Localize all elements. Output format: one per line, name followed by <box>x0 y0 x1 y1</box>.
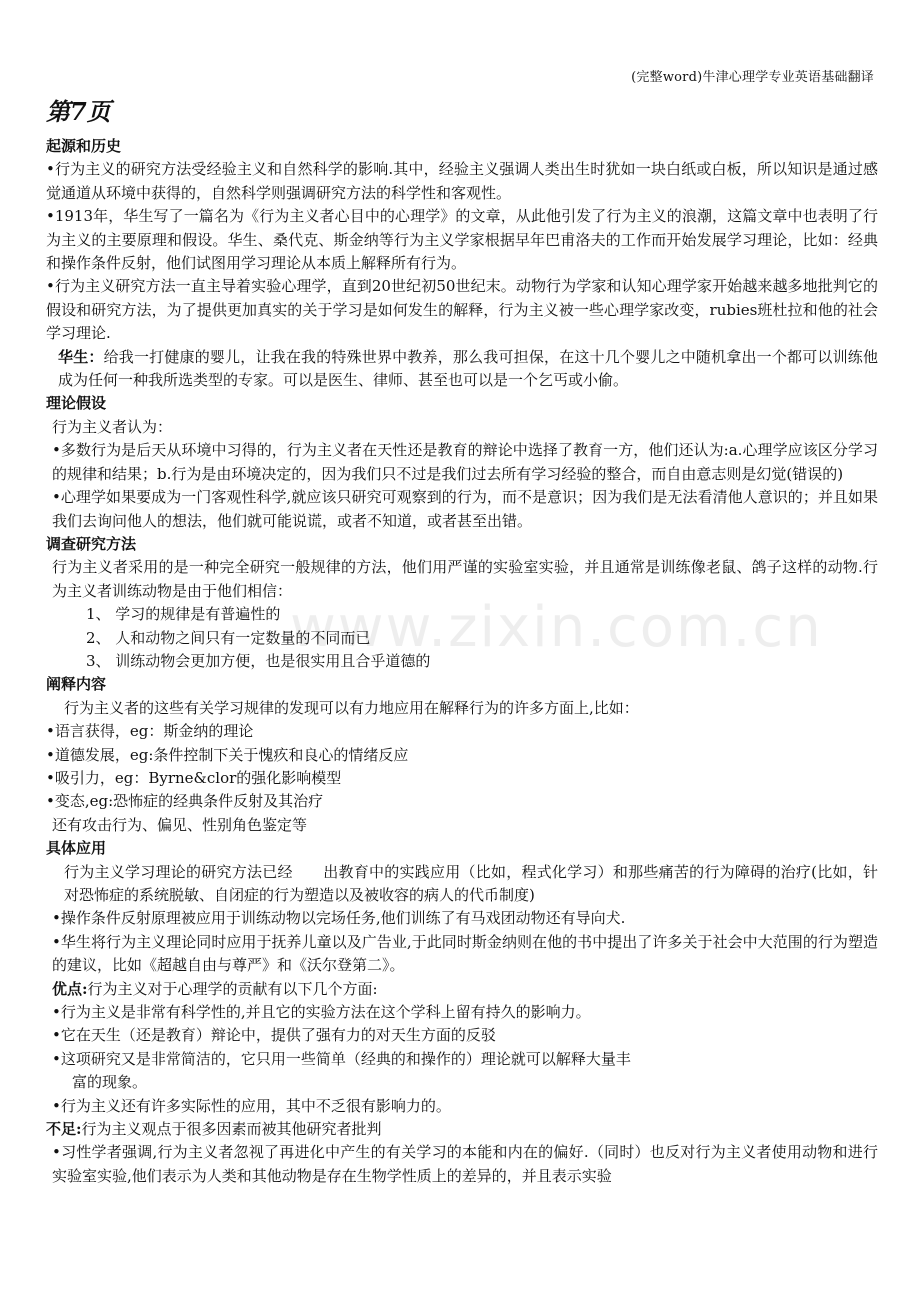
list-item: 3、 训练动物会更加方便，也是很实用且合乎道德的 <box>86 651 431 670</box>
list-item: 2、 人和动物之间只有一定数量的不同而已 <box>86 628 371 647</box>
section-heading-method: 调查研究方法 <box>46 534 137 553</box>
watermark: www.zixin.com.cn <box>290 595 823 660</box>
paragraph: 还有攻击行为、偏见、性别角色鉴定等 <box>52 815 308 834</box>
page-title: 第7页 <box>46 97 111 126</box>
list-item: •变态,eg:恐怖症的经典条件反射及其治疗 <box>46 792 324 811</box>
list-item: •道德发展，eg:条件控制下关于愧疚和良心的情绪反应 <box>46 745 409 764</box>
paragraph: •1913年，华生写了一篇名为《行为主义者心目中的心理学》的文章，从此他引发了行为主义的浪潮，这篇文章中也表明了行为主义的主要原理和假设。华生、桑代克、斯金纳等行为主义学家根据早年巴甫洛夫的工作而开始发展学习理论，比如：经典和操作条件反射，他们试图用学习理论从本质上解释所有行为。 <box>46 207 878 273</box>
paragraph: 行为主义学习理论的研究方法已经 出教育中的实践应用（比如，程式化学习）和那些痛苦的行为障碍的治疗(比如，针对恐怖症的系统脱敏、自闭症的行为塑造以及被收容的病人的代币制度) <box>64 862 878 904</box>
quote-text: 给我一打健康的婴儿，让我在我的特殊世界中教养，那么我可担保，在这十几个婴儿之中随机拿出一个都可以训练他成为任何一种我所选类型的专家。可以是医生、律师、甚至也可以是一个乞丐或小偷。 <box>58 347 878 390</box>
weaknesses-intro <box>46 1118 878 1141</box>
paragraph: •华生将行为主义理论同时应用于抚养儿童以及广告业,于此同时斯金纳则在他的书中提出了许多关于社会中大范围的行为塑造的建议，比如《超越自由与尊严》和《沃尔登第二》。 <box>52 932 878 975</box>
list-item: •吸引力，eg：Byrne&clor的强化影响模型 <box>46 768 342 787</box>
weaknesses-label: 不足: <box>46 1120 82 1139</box>
merits-intro <box>46 978 878 1001</box>
list-item: •语言获得，eg：斯金纳的理论 <box>46 722 254 741</box>
paragraph: •多数行为是后天从环境中习得的，行为主义者在天性还是教育的辩论中选择了教育一方，他们还认为:a.心理学应该区分学习的规律和结果；b.行为是由环境决定的，因为我们只不过是我们过去所有学习经验的整合，而自由意志则是幻觉(错误的) <box>52 441 878 483</box>
section-heading-theory: 理论假设 <box>46 394 107 413</box>
document-header: (完整word)牛津心理学专业英语基础翻译 <box>631 70 874 85</box>
list-item: •这项研究又是非常简洁的，它只用一些简单（经典的和操作的）理论就可以解释大量丰 <box>52 1049 631 1068</box>
merits-text: 行为主义对于心理学的贡献有以下几个方面: <box>87 979 378 998</box>
paragraph: •行为主义的研究方法受经验主义和自然科学的影响.其中，经验主义强调人类出生时犹如一块白纸或白板，所以知识是通过感觉通道从环境中获得的，自然科学则强调研究方法的科学性和客观性。 <box>46 160 878 202</box>
section-heading-explain: 阐释内容 <box>46 675 107 694</box>
paragraph: 行为主义者认为： <box>52 417 173 436</box>
document-body <box>46 135 878 1188</box>
section-heading-origin: 起源和历史 <box>46 137 122 155</box>
paragraph: 行为主义者的这些有关学习规律的发现可以有力地应用在解释行为的许多方面上,比如： <box>64 698 639 717</box>
section-heading-application: 具体应用 <box>46 839 107 858</box>
list-item: •行为主义是非常有科学性的,并且它的实验方法在这个学科上留有持久的影响力。 <box>52 1003 591 1022</box>
list-item: •行为主义还有许多实际性的应用，其中不乏很有影响力的。 <box>52 1096 451 1115</box>
paragraph: •操作条件反射原理被应用于训练动物以完场任务,他们训练了有马戏团动物还有导向犬. <box>52 909 626 928</box>
merits-label: 优点: <box>52 979 88 998</box>
quote-label: 华生： <box>58 347 104 366</box>
paragraph: •心理学如果要成为一门客观性科学,就应该只研究可观察到的行为，而不是意识；因为我们是无法看清他人意识的；并且如果我们去询问他人的想法，他们就可能说谎，或者不知道，或者甚至出错。 <box>52 488 878 530</box>
paragraph: 行为主义者采用的是一种完全研究一般规律的方法，他们用严谨的实验室实验，并且通常是训练像老鼠、鸽子这样的动物.行为主义者训练动物是由于他们相信： <box>52 558 878 600</box>
list-item-continuation: 富的现象。 <box>72 1073 148 1092</box>
paragraph: •习性学者强调,行为主义者忽视了再进化中产生的有关学习的本能和内在的偏好.（同时）也反对行为主义者使用动物和进行实验室实验,他们表示为人类和其他动物是存在生物学性质上的差异的，并且表示实验 <box>52 1143 878 1185</box>
list-item: 1、 学习的规律是有普遍性的 <box>86 605 281 624</box>
paragraph: •行为主义研究方法一直主导着实验心理学，直到20世纪初50世纪末。动物行为学家和认知心理学家开始越来越多地批判它的假设和研究方法，为了提供更加真实的关于学习是如何发生的解释，行为主义被一些心理学家改变，rubies班杜拉和他的社会学习理论. <box>46 277 878 343</box>
list-item: •它在天生（还是教育）辩论中，提供了强有力的对天生方面的反驳 <box>52 1026 496 1045</box>
quote-paragraph <box>46 346 878 393</box>
weaknesses-text: 行为主义观点于很多因素而被其他研究者批判 <box>81 1120 382 1139</box>
